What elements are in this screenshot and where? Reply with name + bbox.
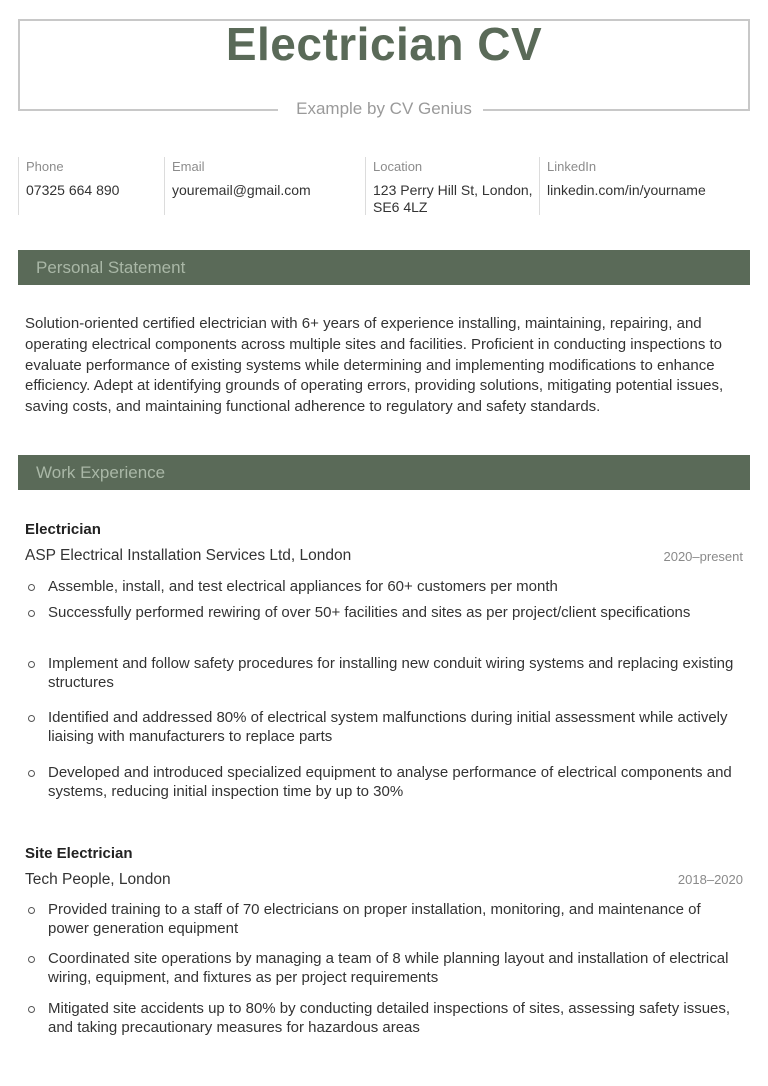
contact-label: LinkedIn [547,159,597,174]
contact-row [18,157,750,215]
bullet-text: Provided training to a staff of 70 electricians on proper installation, monitoring, and maintenance of power generation equipment [48,901,701,937]
personal-statement-text: Solution-oriented certified electrician with 6+ years of experience installing, maintaining, repairing, and operating electrical components across multiple sites and facilities. Proficient in conducting inspections to evaluate performance of existing systems while determining and implementing modifications to enhance efficiency. Adept at identifying grounds of operating errors, providing solutions, mitigating potential issues, saving costs, and maintaining functional adherence to regulatory and safety standards. [25,315,724,416]
list-item [25,764,735,801]
job-title: Site Electrician [25,845,133,862]
job-dates: 2020–present [663,549,743,564]
bullet-icon [28,715,35,722]
contact-email [164,157,365,215]
contact-label: Email [172,159,205,174]
bullet-icon [28,907,35,914]
bullet-icon [28,770,35,777]
contact-label: Phone [26,159,64,174]
contact-label: Location [373,159,423,174]
bullet-icon [28,1006,35,1013]
job-dates: 2018–2020 [677,872,743,887]
section-header-work-experience: Work Experience [18,455,750,490]
list-item [25,578,735,597]
bullet-icon [28,584,35,591]
bullet-text: Developed and introduced specialized equipment to analyse performance of electrical components and systems, reducing initial inspection time by up to 30% [48,764,732,800]
list-item [25,950,735,987]
page-subtitle: Example by CV Genius [296,99,472,118]
list-item [25,1000,735,1037]
contact-value[interactable]: linkedin.com/in/yourname [547,182,706,198]
bullet-text: Successfully performed rewiring of over 50+ facilities and sites as per project/client specifications [48,604,691,621]
section-header-personal-statement: Personal Statement [18,250,750,285]
contact-value: 123 Perry Hill St, London, SE6 4LZ [373,182,533,215]
bullet-text: Implement and follow safety procedures for installing new conduit wiring systems and replacing existing structures [48,655,734,691]
contact-linkedin [539,157,750,215]
bullet-text: Mitigated site accidents up to 80% by conducting detailed inspections of sites, assessing safety issues, and taking precautionary measures for hazardous areas [48,1000,731,1036]
job-title: Electrician [25,521,101,538]
list-item [25,709,735,746]
bullet-icon [28,661,35,668]
bullet-text: Coordinated site operations by managing a team of 8 while planning layout and installation of electrical wiring, equipment, and fixtures as per project requirements [48,950,729,986]
contact-location [365,157,539,215]
list-item [25,901,735,938]
list-item [25,604,735,623]
page-title: Electrician CV [225,18,543,70]
list-item [25,655,735,692]
job-company: ASP Electrical Installation Services Ltd, London [25,547,352,564]
contact-phone [18,157,164,215]
contact-value: 07325 664 890 [26,182,120,198]
job-company: Tech People, London [25,871,171,888]
contact-value[interactable]: youremail@gmail.com [172,182,311,198]
bullet-text: Identified and addressed 80% of electrical system malfunctions during initial assessment while actively liaising with manufacturers to replace parts [48,709,728,745]
bullet-text: Assemble, install, and test electrical appliances for 60+ customers per month [48,578,558,595]
bullet-icon [28,956,35,963]
bullet-icon [28,610,35,617]
